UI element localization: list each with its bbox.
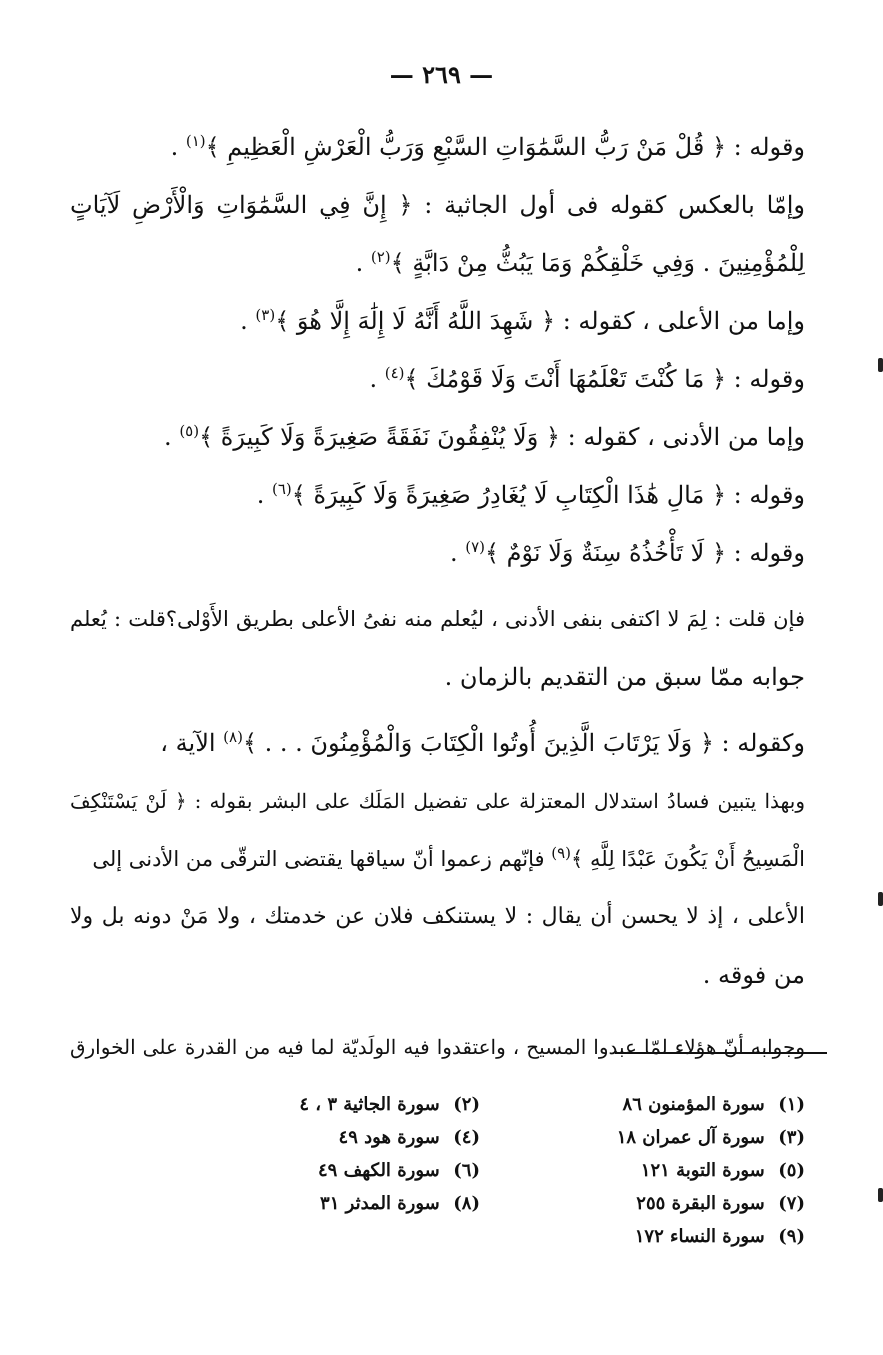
- footnote-ref: (٢): [370, 248, 391, 266]
- text-line: [70, 118, 805, 176]
- footnote-row: [70, 1088, 805, 1121]
- footnote-ref: (٣): [255, 306, 276, 324]
- line-text: وقوله : ﴿ لَا تَأْخُذُهُ سِنَةٌ وَلَا نَوْمٌ ﴾: [484, 539, 805, 567]
- line-tail: .: [256, 481, 272, 509]
- footnote-ref: (٤): [384, 364, 405, 382]
- text-line: [70, 648, 805, 706]
- line-text: الْمَسِيحُ أَنْ يَكُونَ عَبْدًا لِلَّهِ ﴾: [571, 847, 805, 871]
- footnote-text: سورة الكهف ٤٩: [317, 1160, 440, 1181]
- footnote-row: [70, 1121, 805, 1154]
- footnote-number: (٣): [778, 1127, 805, 1148]
- footnote-ref: (٧): [465, 538, 485, 556]
- text-line: [70, 350, 805, 408]
- footnotes: [70, 1088, 805, 1253]
- line-text: وقوله : ﴿ قُلْ مَنْ رَبُّ السَّمَٰوَاتِ السَّبْعِ وَرَبُّ الْعَرْشِ الْعَظِيمِ ﴾: [205, 133, 805, 161]
- line-text: وكقوله : ﴿ وَلَا يَرْتَابَ الَّذِينَ أُوتُوا الْكِتَابَ وَالْمُؤْمِنُونَ . . . ﴾: [242, 729, 805, 757]
- text-line: [70, 714, 805, 772]
- footnote-number: (٦): [453, 1160, 480, 1181]
- footnote-text: سورة المدثر ٣١: [320, 1193, 440, 1214]
- text-line: [70, 830, 805, 888]
- line-tail: .: [164, 423, 180, 451]
- text-line: [70, 408, 805, 466]
- footnote-text: سورة آل عمران ١٨: [616, 1127, 765, 1148]
- footnote-number: (٢): [453, 1094, 480, 1115]
- footnote-text: سورة التوبة ١٢١: [640, 1160, 765, 1181]
- footnote-ref: (٩): [551, 844, 572, 862]
- text-line: [70, 1018, 805, 1076]
- margin-mark: [878, 1188, 883, 1202]
- footnote: [155, 1121, 480, 1154]
- main-text: [70, 118, 805, 1076]
- line-tail: .: [449, 539, 466, 567]
- line-text: من فوقه .: [702, 961, 805, 989]
- line-text: وقوله : ﴿ مَا كُنْتَ تَعْلَمُهَا أَنْتَ وَلَا قَوْمُكَ ﴾: [404, 365, 805, 393]
- footnote-text: سورة البقرة ٢٥٥: [636, 1193, 765, 1214]
- line-tail: فإنّهم زعموا أنّ سياقها يقتضى الترقّى من الأدنى إلى: [92, 847, 552, 871]
- footnote: [480, 1220, 805, 1253]
- footnote-ref: (٨): [223, 728, 243, 746]
- footnote-number: (١): [778, 1094, 805, 1115]
- line-text: وبهذا يتبين فسادُ استدلال المعتزلة على تفضيل المَلَك على البشر بقوله : ﴿ لَنْ يَسْتَنْكِفَ: [70, 789, 805, 813]
- line-text: وإما من الأدنى ، كقوله : ﴿ وَلَا يُنْفِقُونَ نَفَقَةً صَغِيرَةً وَلَا كَبِيرَةً ﴾: [199, 423, 805, 451]
- footnote-row: [70, 1220, 805, 1253]
- footnote: [480, 1088, 805, 1121]
- line-text: وجوابه أنّ هؤلاء لمّا عبدوا المسيح ، واعتقدوا فيه الولَديّة لما فيه من القدرة على الخوارق: [70, 1035, 805, 1059]
- footnote-row: [70, 1187, 805, 1220]
- footnote-text: سورة الجاثية ٣ ، ٤: [299, 1094, 440, 1115]
- footnote-ref: (٥): [179, 422, 200, 440]
- footnote-number: (٧): [778, 1193, 805, 1214]
- footnote-number: (٥): [778, 1160, 805, 1181]
- page-number: — ٢٦٩ —: [389, 60, 494, 89]
- footnote-text: سورة المؤمنون ٨٦: [622, 1094, 765, 1115]
- text-line: [70, 466, 805, 524]
- footnote: [480, 1121, 805, 1154]
- footnote: [480, 1154, 805, 1187]
- footnote-text: سورة هود ٤٩: [338, 1127, 440, 1148]
- line-text: وإمّا بالعكس كقوله فى أول الجاثية : ﴿ إِنَّ فِي السَّمَٰوَاتِ وَالْأَرْضِ لَآيَاتٍ: [70, 191, 805, 219]
- footnote-row: [70, 1154, 805, 1187]
- line-text: لِلْمُؤْمِنِينَ . وَفِي خَلْقِكُمْ وَمَا يَبُثُّ مِنْ دَابَّةٍ ﴾: [390, 249, 805, 277]
- line-tail: .: [369, 365, 385, 393]
- text-line: [70, 946, 805, 1004]
- footnote-ref: (١): [185, 132, 206, 150]
- line-tail: .: [170, 133, 186, 161]
- text-line: [70, 176, 805, 234]
- text-line: [70, 590, 805, 648]
- text-line: [70, 234, 805, 292]
- footnote: [155, 1187, 480, 1220]
- text-line: [70, 772, 805, 830]
- footnote: [480, 1187, 805, 1220]
- footnote: [155, 1088, 480, 1121]
- line-tail: .: [355, 249, 371, 277]
- footnote-number: (٩): [778, 1226, 805, 1247]
- line-tail: الآية ،: [160, 729, 224, 757]
- line-text: فإن قلت : لِمَ لا اكتفى بنفى الأدنى ، ليُعلم منه نفىُ الأعلى بطريق الأَوْلى؟قلت : يُعلم: [70, 607, 805, 631]
- footnote-ref: (٦): [271, 480, 292, 498]
- footnote-number: (٨): [453, 1193, 480, 1214]
- line-text: وإما من الأعلى ، كقوله : ﴿ شَهِدَ اللَّهُ أَنَّهُ لَا إِلَٰهَ إِلَّا هُوَ ﴾: [275, 307, 805, 335]
- text-line: [70, 888, 805, 946]
- line-tail: .: [240, 307, 256, 335]
- text-line: [70, 292, 805, 350]
- footnote-text: سورة النساء ١٧٢: [634, 1226, 765, 1247]
- footnote-number: (٤): [453, 1127, 480, 1148]
- line-text: جوابه ممّا سبق من التقديم بالزمان .: [444, 663, 805, 691]
- line-text: الأعلى ، إذ لا يحسن أن يقال : لا يستنكف فلان عن خدمتك ، ولا مَنْ دونه بل ولا: [70, 904, 805, 929]
- line-text: وقوله : ﴿ مَالِ هَٰذَا الْكِتَابِ لَا يُغَادِرُ صَغِيرَةً وَلَا كَبِيرَةً ﴾: [291, 481, 805, 509]
- margin-mark: [878, 892, 883, 906]
- margin-mark: [878, 358, 883, 372]
- footnote-separator: [615, 1052, 827, 1054]
- text-line: [70, 524, 805, 582]
- footnote: [155, 1154, 480, 1187]
